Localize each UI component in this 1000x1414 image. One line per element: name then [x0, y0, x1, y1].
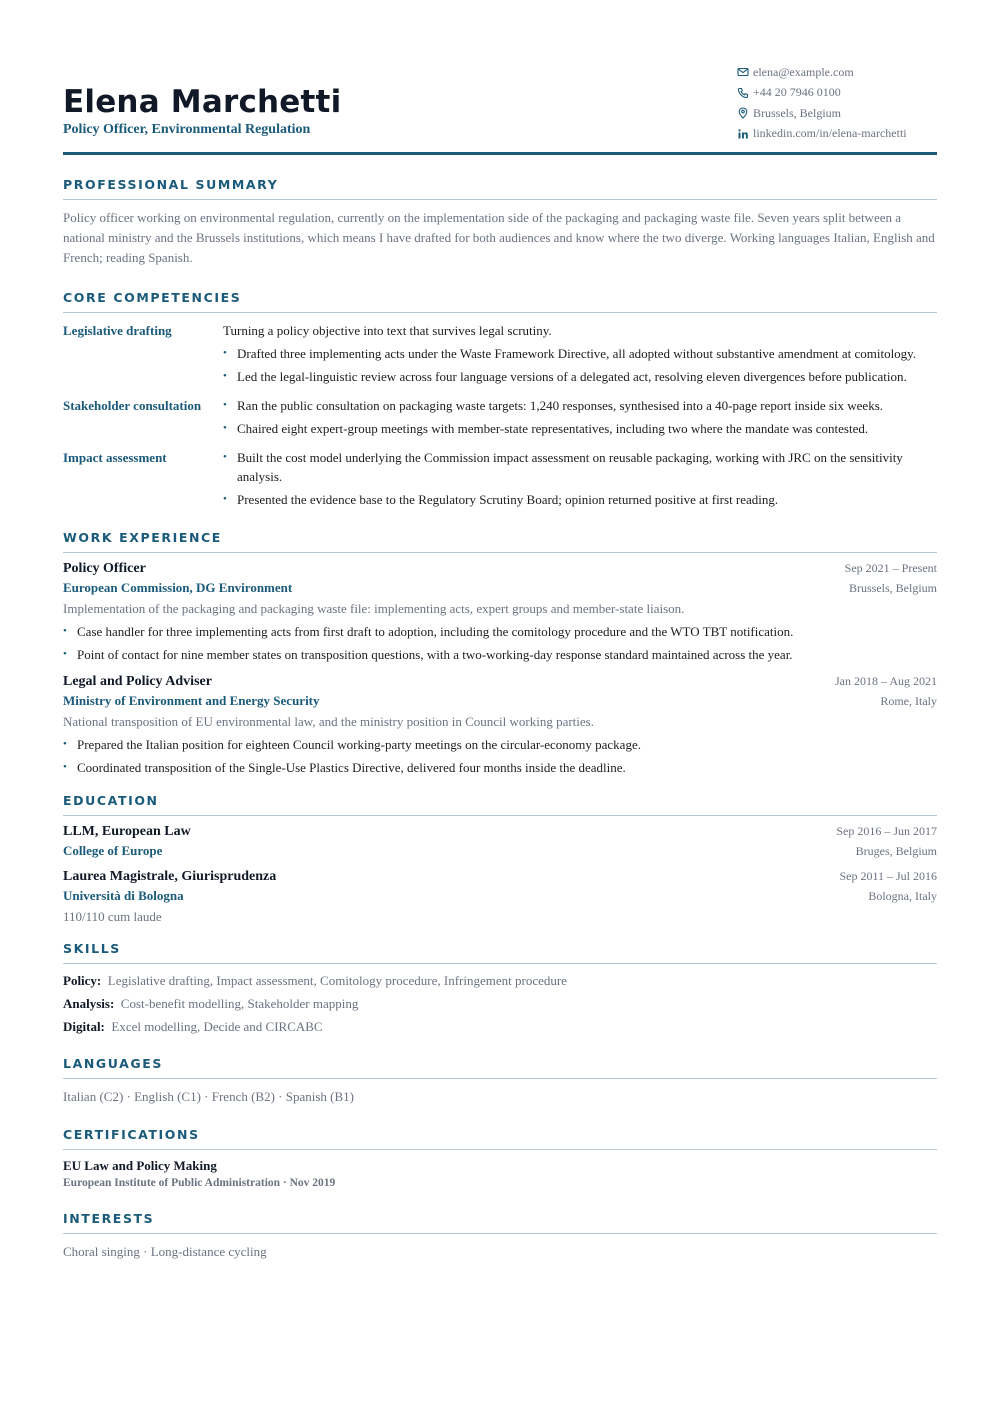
- job-role: Policy Officer: [63, 561, 146, 576]
- job-description: National transposition of EU environmental law, and the ministry position in Council working parties.: [63, 714, 594, 729]
- school-location: Bologna, Italy: [868, 889, 937, 903]
- certifications-heading: CERTIFICATIONS: [63, 1127, 937, 1150]
- job-bullet: • Case handler for three implementing acts from first draft to adoption, including the comitology procedure and the WTO TBT notification.: [63, 622, 937, 641]
- candidate-name: Elena Marchetti: [63, 84, 342, 120]
- skill-row: [63, 995, 937, 1013]
- education-dates: Sep 2011 – Jul 2016: [839, 869, 937, 883]
- degree-name: LLM, European Law: [63, 824, 191, 839]
- contact-location-text: Brussels, Belgium: [753, 105, 842, 120]
- certification-meta: European Institute of Public Administration · Nov 2019: [63, 1177, 336, 1189]
- competency-bullet: • Presented the evidence base to the Regulatory Scrutiny Board; opinion returned positive at first reading.: [223, 490, 937, 509]
- contact-email[interactable]: [737, 62, 937, 83]
- skill-label: Analysis:: [63, 996, 115, 1011]
- job-entry: [63, 561, 937, 664]
- competency-bullet: • Built the cost model underlying the Commission impact assessment on reusable packaging, working with JRC on the sensitivity analysis.: [223, 448, 937, 486]
- degree-name: Laurea Magistrale, Giurisprudenza: [63, 869, 277, 884]
- competency-item: [63, 396, 937, 442]
- competency-label: Stakeholder consultation: [63, 398, 202, 413]
- contact-linkedin[interactable]: [737, 124, 937, 145]
- skill-row: [63, 972, 937, 990]
- skills-section: [63, 941, 937, 1036]
- job-bullet: • Coordinated transposition of the Single-Use Plastics Directive, delivered four months inside the deadline.: [63, 758, 937, 777]
- phone-icon: [737, 87, 749, 99]
- contact-linkedin-text: linkedin.com/in/elena-marchetti: [753, 126, 907, 141]
- email-icon: [737, 66, 749, 78]
- languages-heading: LANGUAGES: [63, 1056, 937, 1079]
- job-description: Implementation of the packaging and packaging waste file: implementing acts, expert groups and member-state liaison.: [63, 601, 685, 616]
- competencies-heading: CORE COMPETENCIES: [63, 290, 937, 313]
- job-bullet: • Point of contact for nine member states on transposition questions, with a two-working-day response standard maintained across the year.: [63, 645, 937, 664]
- job-location: Brussels, Belgium: [848, 581, 937, 595]
- certifications-section: [63, 1127, 937, 1189]
- job-location: Rome, Italy: [880, 694, 937, 708]
- education-section: [63, 793, 937, 925]
- competency-item: [63, 448, 937, 513]
- education-note: 110/110 cum laude: [63, 909, 162, 924]
- linkedin-icon: [737, 128, 749, 140]
- skill-label: Policy:: [63, 973, 102, 988]
- summary-section: [63, 177, 937, 268]
- school-name: College of Europe: [63, 843, 163, 858]
- experience-section: [63, 530, 937, 777]
- competency-bullet: • Drafted three implementing acts under the Waste Framework Directive, all adopted without substantive amendment at comitology.: [223, 344, 937, 363]
- skills-heading: SKILLS: [63, 941, 937, 964]
- job-role: Legal and Policy Adviser: [63, 674, 212, 689]
- competency-bullet: • Ran the public consultation on packaging waste targets: 1,240 responses, synthesised into a 40-page report inside six weeks.: [223, 396, 937, 415]
- map-pin-icon: [737, 107, 749, 119]
- summary-text: Policy officer working on environmental regulation, currently on the implementation side of the packaging and packaging waste file. Seven years split between a national ministry and the Brussels institutions, which means I have drafted for both audiences and know where the two diverge. Working languages Italian, English and French; reading Spanish.: [63, 210, 935, 265]
- contact-email-text: elena@example.com: [753, 64, 854, 79]
- education-dates: Sep 2016 – Jun 2017: [836, 824, 937, 838]
- skill-value: Legislative drafting, Impact assessment, Comitology procedure, Infringement procedure: [107, 973, 567, 988]
- interests-heading: INTERESTS: [63, 1211, 937, 1234]
- competency-label: Legislative drafting: [63, 323, 172, 338]
- job-bullet: • Prepared the Italian position for eighteen Council working-party meetings on the circular-economy package.: [63, 735, 937, 754]
- certification-name: EU Law and Policy Making: [63, 1158, 217, 1173]
- contact-block: [737, 62, 937, 144]
- summary-heading: PROFESSIONAL SUMMARY: [63, 177, 937, 200]
- school-location: Bruges, Belgium: [855, 844, 937, 858]
- competency-bullet: • Chaired eight expert-group meetings with member-state representatives, including two where the mandate was contested.: [223, 419, 937, 438]
- job-organization: European Commission, DG Environment: [63, 580, 293, 595]
- education-entry: [63, 869, 937, 925]
- competency-bullet: • Led the legal-linguistic review across four language versions of a delegated act, resolving eleven divergences before publication.: [223, 367, 937, 386]
- candidate-title: Policy Officer, Environmental Regulation: [63, 122, 311, 137]
- interests-section: [63, 1211, 937, 1262]
- school-name: Università di Bologna: [63, 888, 184, 903]
- education-heading: EDUCATION: [63, 793, 937, 816]
- competencies-section: [63, 290, 937, 513]
- skill-value: Cost-benefit modelling, Stakeholder mapping: [120, 996, 359, 1011]
- interests-text: Choral singing · Long-distance cycling: [63, 1244, 267, 1259]
- competency-label: Impact assessment: [63, 450, 167, 465]
- contact-phone-text: +44 20 7946 0100: [753, 85, 841, 100]
- job-entry: [63, 674, 937, 777]
- education-entry: [63, 824, 937, 859]
- languages-section: [63, 1056, 937, 1107]
- resume-header: [63, 60, 937, 155]
- competency-item: [63, 321, 937, 390]
- job-organization: Ministry of Environment and Energy Security: [63, 693, 320, 708]
- competency-intro: Turning a policy objective into text that survives legal scrutiny.: [223, 323, 552, 338]
- job-dates: Jan 2018 – Aug 2021: [835, 674, 937, 688]
- skill-value: Excel modelling, Decide and CIRCABC: [111, 1019, 323, 1034]
- contact-phone[interactable]: [737, 83, 937, 104]
- skill-row: [63, 1018, 937, 1036]
- experience-heading: WORK EXPERIENCE: [63, 530, 937, 553]
- job-dates: Sep 2021 – Present: [844, 561, 937, 575]
- languages-text: Italian (C2) · English (C1) · French (B2) · Spanish (B1): [63, 1089, 355, 1104]
- contact-location: [737, 103, 937, 124]
- skill-label: Digital:: [63, 1019, 105, 1034]
